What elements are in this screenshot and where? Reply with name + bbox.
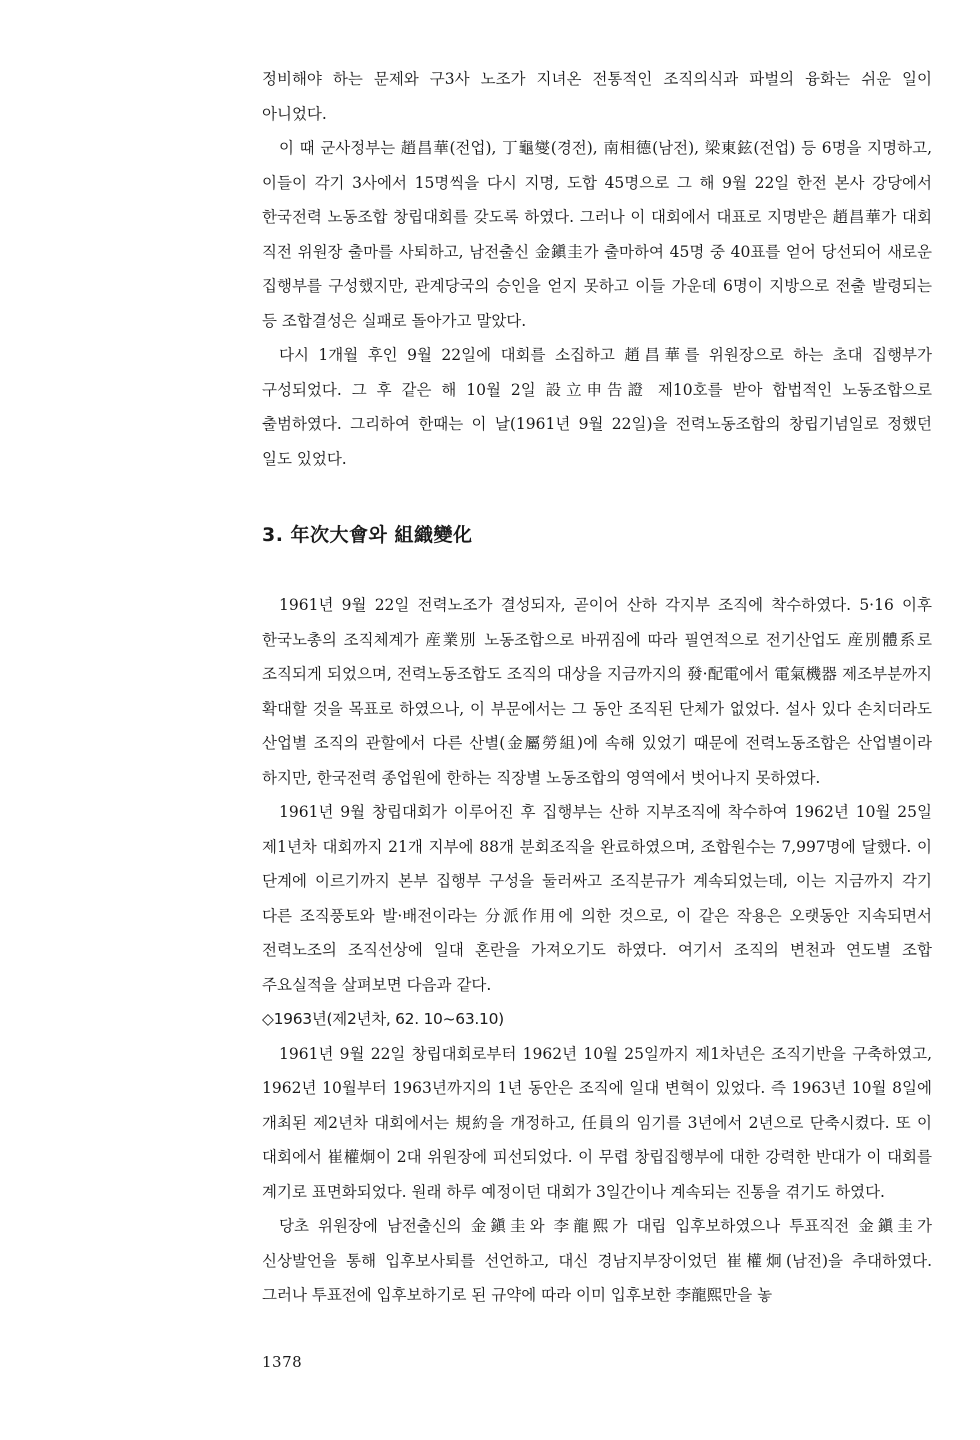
- paragraph: 이 때 군사정부는 趙昌華(전업), 丁龜燮(경전), 南相德(남전), 梁東鉉(전업) 등 6명을 지명하고, 이들이 각기 3사에서 15명씩을 다시 지명, 도합 45명으로 그 해 9월 22일 한전 본사 강당에서 한국전력 노동조합 창립대회를 갖도록 하였다. 그러나 이 대회에서 대표로 지명받은 趙昌華가 대회 직전 위원장 출마를 사퇴하고, 남전출신 金鎭圭가 출마하여 45명 중 40표를 얻어 당선되어 새로운 집행부를 구성했지만, 관계당국의 승인을 얻지 못하고 이들 가운데 6명이 지방으로 전출 발령되는 등 조합결성은 실패로 돌아가고 말았다.: [262, 139, 932, 330]
- paragraph: 1961년 9월 22일 전력노조가 결성되자, 곧이어 산하 각지부 조직에 착수하였다. 5·16 이후 한국노총의 조직체계가 産業別 노동조합으로 바뀌짐에 따라 필연적으로 전기산업도 産別體系로 조직되게 되었으며, 전력노동조합도 조직의 대상을 지금까지의 發·配電에서 電氣機器 제조부분까지 확대할 것을 목표로 하였으나, 이 부문에서는 그 동안 조직된 단체가 없었다. 설사 있다 손치더라도 산업별 조직의 관할에서 다른 산별(金屬勞組)에 속해 있었기 때문에 전력노동조합은 산업별이라 하지만, 한국전력 종업원에 한하는 직장별 노동조합의 영역에서 벗어나지 못하였다.: [262, 596, 932, 787]
- paragraph: 1961년 9월 창립대회가 이루어진 후 집행부는 산하 지부조직에 착수하여 1962년 10월 25일 제1년차 대회까지 21개 지부에 88개 분회조직을 완료하였으며, 조합원수는 7,997명에 달했다. 이 단계에 이르기까지 본부 집행부 구성을 둘러싸고 조직분규가 계속되었는데, 이는 지금까지 각기 다른 조직풍토와 발·배전이라는 分派作用에 의한 것으로, 이 같은 작용은 오랫동안 지속되면서 전력노조의 조직선상에 일대 혼란을 가져오기도 하였다. 여기서 조직의 변천과 연도별 조합 주요실적을 살펴보면 다음과 같다.: [262, 803, 932, 994]
- page-number: 1378: [262, 1353, 303, 1371]
- subsection-heading: ◇1963년(제2년차, 62. 10~63.10): [262, 1010, 504, 1028]
- paragraph-continuation: 정비해야 하는 문제와 구3사 노조가 지녀온 전통적인 조직의식과 파벌의 융화는 쉬운 일이 아니었다.: [262, 70, 932, 123]
- section-heading: 3. 年次大會와 組織變化: [262, 524, 473, 546]
- paragraph: 1961년 9월 22일 창립대회로부터 1962년 10월 25일까지 제1차년은 조직기반을 구축하였고, 1962년 10월부터 1963년까지의 1년 동안은 조직에 일대 변혁이 있었다. 즉 1963년 10월 8일에 개최된 제2년차 대회에서는 規約을 개정하고, 任員의 임기를 3년에서 2년으로 단축시켰다. 또 이 대회에서 崔權炯이 2대 위원장에 피선되었다. 이 무렵 창립집행부에 대한 강력한 반대가 이 대회를 계기로 표면화되었다. 원래 하루 예정이던 대회가 3일간이나 계속되는 진통을 겪기도 하였다.: [262, 1044, 932, 1201]
- document-body: [262, 62, 932, 1313]
- paragraph: 당초 위원장에 남전출신의 金鎭圭와 李龍熙가 대립 입후보하였으나 투표직전 金鎭圭가 신상발언을 통해 입후보사퇴를 선언하고, 대신 경남지부장이었던 崔權炯(남전)을 추대하였다. 그러나 투표전에 입후보하기로 된 규약에 따라 이미 입후보한 李龍熙만을 놓: [262, 1217, 932, 1304]
- paragraph: 다시 1개월 후인 9월 22일에 대회를 소집하고 趙昌華를 위원장으로 하는 초대 집행부가 구성되었다. 그 후 같은 해 10월 2일 設立申告證 제10호를 받아 합법적인 노동조합으로 출범하였다. 그리하여 한때는 이 날(1961년 9월 22일)을 전력노동조합의 창립기념일로 정했던 일도 있었다.: [262, 346, 932, 468]
